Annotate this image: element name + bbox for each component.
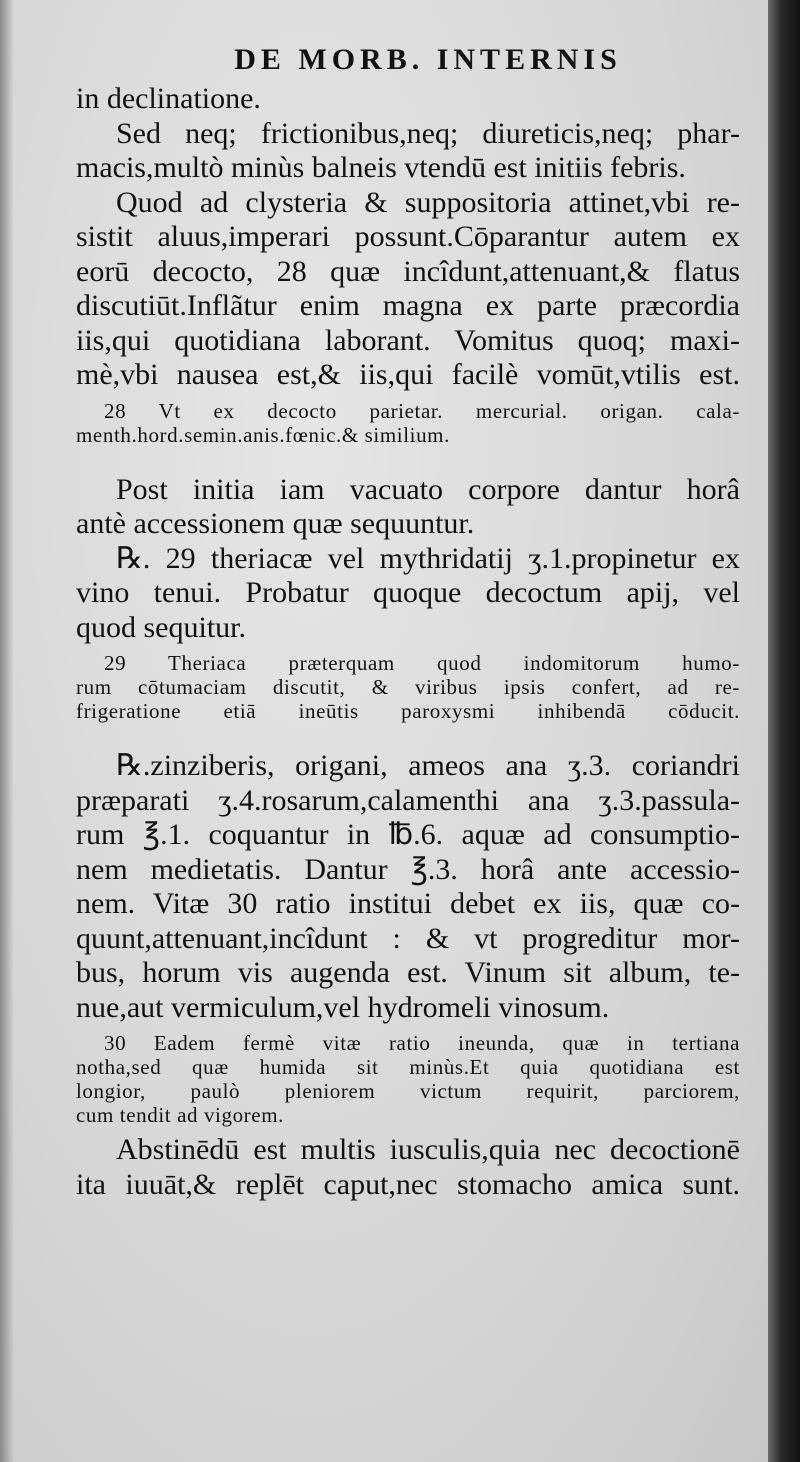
text-line: Post initia iam vacuato corpore dantur horâ <box>116 472 740 506</box>
text-line: nem. Vitæ 30 ratio institui debet ex iis, quæ co- <box>76 887 740 920</box>
text-line: eorū decocto, 28 quæ incîdunt,attenuant,& flatus <box>76 254 740 288</box>
text-block <box>76 40 740 1202</box>
footnote-line: cum tendit ad vigorem. <box>76 1103 284 1127</box>
text-line: quunt,attenuant,incîdunt : & vt progreditur mor- <box>76 921 740 955</box>
footnote-line: 29 Theriaca præterquam quod indomitorum humo- <box>104 651 740 675</box>
text-line: antè accessionem quæ sequuntur. <box>76 507 475 540</box>
text-line: Sed neq; frictionibus,neq; diureticis,neq; phar- <box>116 116 740 150</box>
text-line: ℞.zinziberis, origani, ameos ana ʒ.3. coriandri <box>116 749 740 782</box>
text-line: nem medietatis. Dantur ℥.3. horâ ante accessio- <box>76 852 740 886</box>
text-line: mè,vbi nausea est,& iis,qui facilè vomūt,vtilis est. <box>76 358 740 391</box>
footnote-line: menth.hord.semin.anis.fœnic.& similium. <box>76 422 450 447</box>
text-line: ita iuuāt,& replēt caput,nec stomacho amica sunt. <box>76 1167 740 1201</box>
footnote-line: 30 Eadem fermè vitæ ratio ineunda, quæ in tertiana <box>104 1031 740 1055</box>
text-line: præparati ʒ.4.rosarum,calamenthi ana ʒ.3.passula- <box>76 783 740 817</box>
footnote-line: 28 Vt ex decocto parietar. mercurial. origan. cala- <box>104 398 740 423</box>
footnote-line: rum cōtumaciam discutit, & viribus ipsis confert, ad re- <box>76 675 740 699</box>
text-line: vino tenui. Probatur quoque decoctum apij, vel <box>76 576 740 609</box>
text-line: nue,aut vermiculum,vel hydromeli vinosum. <box>76 990 610 1024</box>
text-line: macis,multò minùs balneis vtendū est initiis febris. <box>76 151 686 184</box>
footnote-line: notha,sed quæ humida sit minùs.Et quia quotidiana est <box>76 1055 740 1079</box>
page-edge-shadow <box>768 0 800 1462</box>
text-line: in declinatione. <box>76 82 261 115</box>
text-line: Quod ad clysteria & suppositoria attinet,vbi re- <box>116 185 740 219</box>
footnote-line: frigeratione etiā ineūtis paroxysmi inhibendā cōducit. <box>76 699 740 723</box>
text-line: quod sequitur. <box>76 610 246 644</box>
footnote-line: longior, paulò pleniorem victum requirit, parciorem, <box>76 1079 740 1103</box>
running-head: DE MORB. INTERNIS <box>234 43 622 76</box>
text-line: iis,qui quotidiana laborant. Vomitus quoq; maxi- <box>76 323 740 357</box>
text-line: ℞. 29 theriacæ vel mythridatij ʒ.1.propinetur ex <box>116 541 740 575</box>
text-line: rum ℥.1. coquantur in ℔.6. aquæ ad consumptio- <box>76 818 740 851</box>
text-line: bus, horum vis augenda est. Vinum sit album, te- <box>76 956 740 989</box>
spine-shadow <box>0 0 14 1462</box>
text-line: Abstinēdū est multis iusculis,quia nec decoctionē <box>116 1133 740 1166</box>
text-line: discutiūt.Inflãtur enim magna ex parte præcordia <box>76 289 740 322</box>
text-line: sistit aluus,imperari possunt.Cōparantur autem ex <box>76 220 740 253</box>
